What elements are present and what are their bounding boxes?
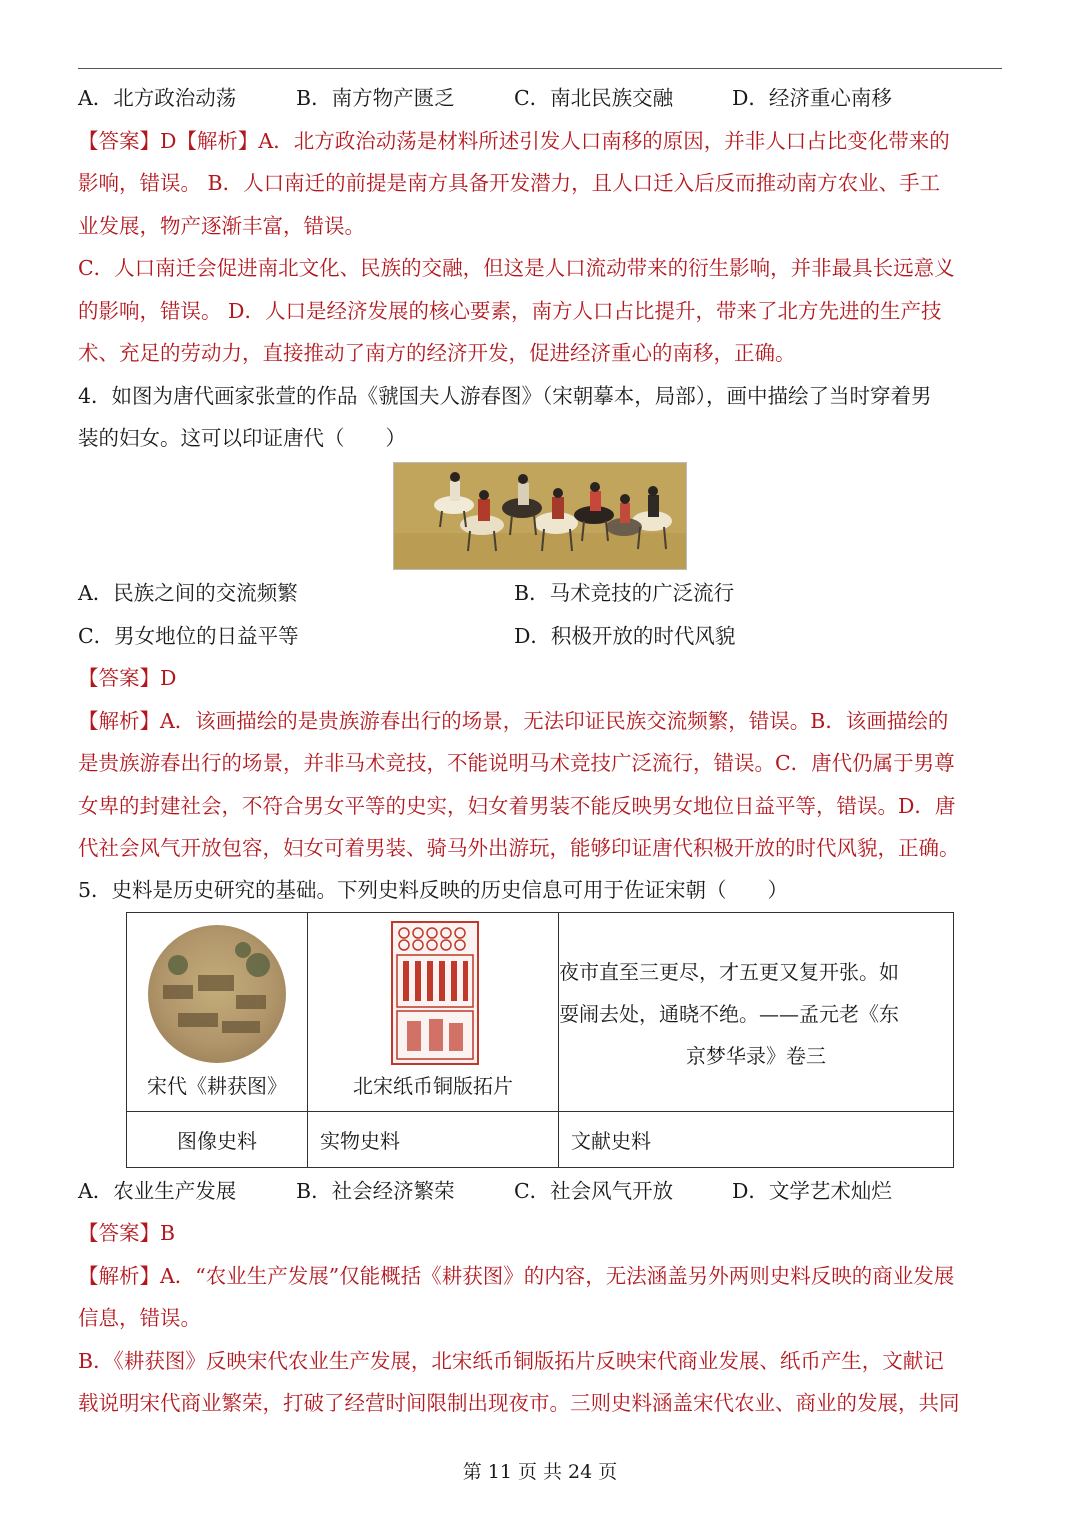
q3-option-a: A．北方政治动荡 [78, 86, 237, 110]
gengHuo-painting-image [148, 925, 286, 1063]
source-table [126, 912, 954, 1168]
painting-image [393, 462, 687, 570]
q5-option-a: A．农业生产发展 [78, 1179, 237, 1203]
q4-option-c: C．男女地位的日益平等 [78, 624, 299, 648]
painting-caption: 宋代《耕获图》 [147, 1074, 287, 1098]
q5-analysis-line-1: 【解析】A．“农业生产发展”仅能概括《耕获图》的内容，无法涵盖另外两则史料反映的商业发展 [78, 1264, 955, 1288]
q4-analysis-line-2: 是贵族游春出行的场景，并非马术竞技，不能说明马术竞技广泛流行，错误。C．唐代仍属于男尊 [78, 751, 955, 775]
q5-analysis-line-3: B．《耕获图》反映宋代农业生产发展，北宋纸币铜版拓片反映宋代商业发展、纸币产生，文献记 [78, 1349, 944, 1373]
q5-option-b: B．社会经济繁荣 [296, 1179, 455, 1203]
source-cell-painting [127, 913, 308, 1112]
q5-analysis-line-4: 载说明宋代商业繁荣，打破了经营时间限制出现夜市。三则史料涵盖宋代农业、商业的发展，共同 [78, 1391, 960, 1415]
header-rule [78, 68, 1002, 69]
q3-options [78, 77, 1008, 119]
q4-option-b: B．马术竞技的广泛流行 [514, 581, 735, 605]
q4-analysis-line-3: 女卑的封建社会，不符合男女平等的史实，妇女着男装不能反映男女地位日益平等，错误。D．唐 [78, 794, 956, 818]
q3-answer-line-1: 【答案】D【解析】A．北方政治动荡是材料所述引发人口南移的原因，并非人口占比变化带来的 [78, 129, 950, 153]
painting-figures [394, 463, 686, 569]
q4-answer: 【答案】D [78, 666, 177, 690]
page-footer: 第 11 页 共 24 页 [462, 1461, 618, 1483]
q4-analysis-line-1: 【解析】A．该画描绘的是贵族游春出行的场景，无法印证民族交流频繁，错误。B．该画描绘的 [78, 709, 949, 733]
q4-options-row-1 [78, 572, 1008, 614]
banknote-rubbing-image [391, 921, 479, 1065]
quote-line-3: 京梦华录》卷三 [686, 1044, 826, 1068]
q5-option-d: D．文学艺术灿烂 [732, 1179, 892, 1203]
source-cell-quote [559, 913, 954, 1112]
q3-answer-line-6: 术、充足的劳动力，直接推动了南方的经济开发，促进经济重心的南移，正确。 [78, 341, 796, 365]
q3-answer-line-2: 影响，错误。 B．人口南迁的前提是南方具备开发潜力，且人口迁入后反而推动南方农业、手工 [78, 171, 941, 195]
type-image-source: 图像史料 [127, 1112, 308, 1168]
q3-answer-line-4: C．人口南迁会促进南北文化、民族的交融，但这是人口流动带来的衍生影响，并非最具长远意义 [78, 256, 955, 280]
q4-stem-line-1: 4．如图为唐代画家张萱的作品《虢国夫人游春图》（宋朝摹本，局部），画中描绘了当时穿着男 [78, 384, 932, 408]
q4-stem-line-2: 装的妇女。这可以印证唐代（ ） [78, 426, 406, 450]
q5-options [78, 1170, 1008, 1212]
source-cell-banknote [308, 913, 559, 1112]
q3-option-b: B．南方物产匮乏 [296, 86, 455, 110]
quote-line-2: 耍闹去处，通晓不绝。——孟元老《东 [559, 1002, 899, 1026]
q4-option-a: A．民族之间的交流频繁 [78, 581, 298, 605]
q5-answer: 【答案】B [78, 1221, 176, 1245]
q3-answer-line-5: 的影响，错误。 D．人口是经济发展的核心要素，南方人口占比提升，带来了北方先进的生产技 [78, 299, 942, 323]
q5-option-c: C．社会风气开放 [514, 1179, 674, 1203]
q3-option-c: C．南北民族交融 [514, 86, 674, 110]
q4-option-d: D．积极开放的时代风貌 [514, 624, 736, 648]
q3-answer-line-3: 业发展，物产逐渐丰富，错误。 [78, 214, 365, 238]
q5-analysis-line-2: 信息，错误。 [78, 1306, 201, 1330]
quote-line-1: 夜市直至三更尽，才五更又复开张。如 [559, 960, 899, 984]
q3-option-d: D．经济重心南移 [732, 86, 892, 110]
q4-analysis-line-4: 代社会风气开放包容，妇女可着男装、骑马外出游玩，能够印证唐代积极开放的时代风貌，正确。 [78, 836, 960, 860]
type-document-source: 文献史料 [559, 1112, 954, 1168]
banknote-caption: 北宋纸币铜版拓片 [353, 1074, 513, 1098]
q4-options-row-2 [78, 615, 1008, 657]
type-object-source: 实物史料 [308, 1112, 559, 1168]
q5-stem: 5．史料是历史研究的基础。下列史料反映的历史信息可用于佐证宋朝（ ） [78, 878, 789, 902]
